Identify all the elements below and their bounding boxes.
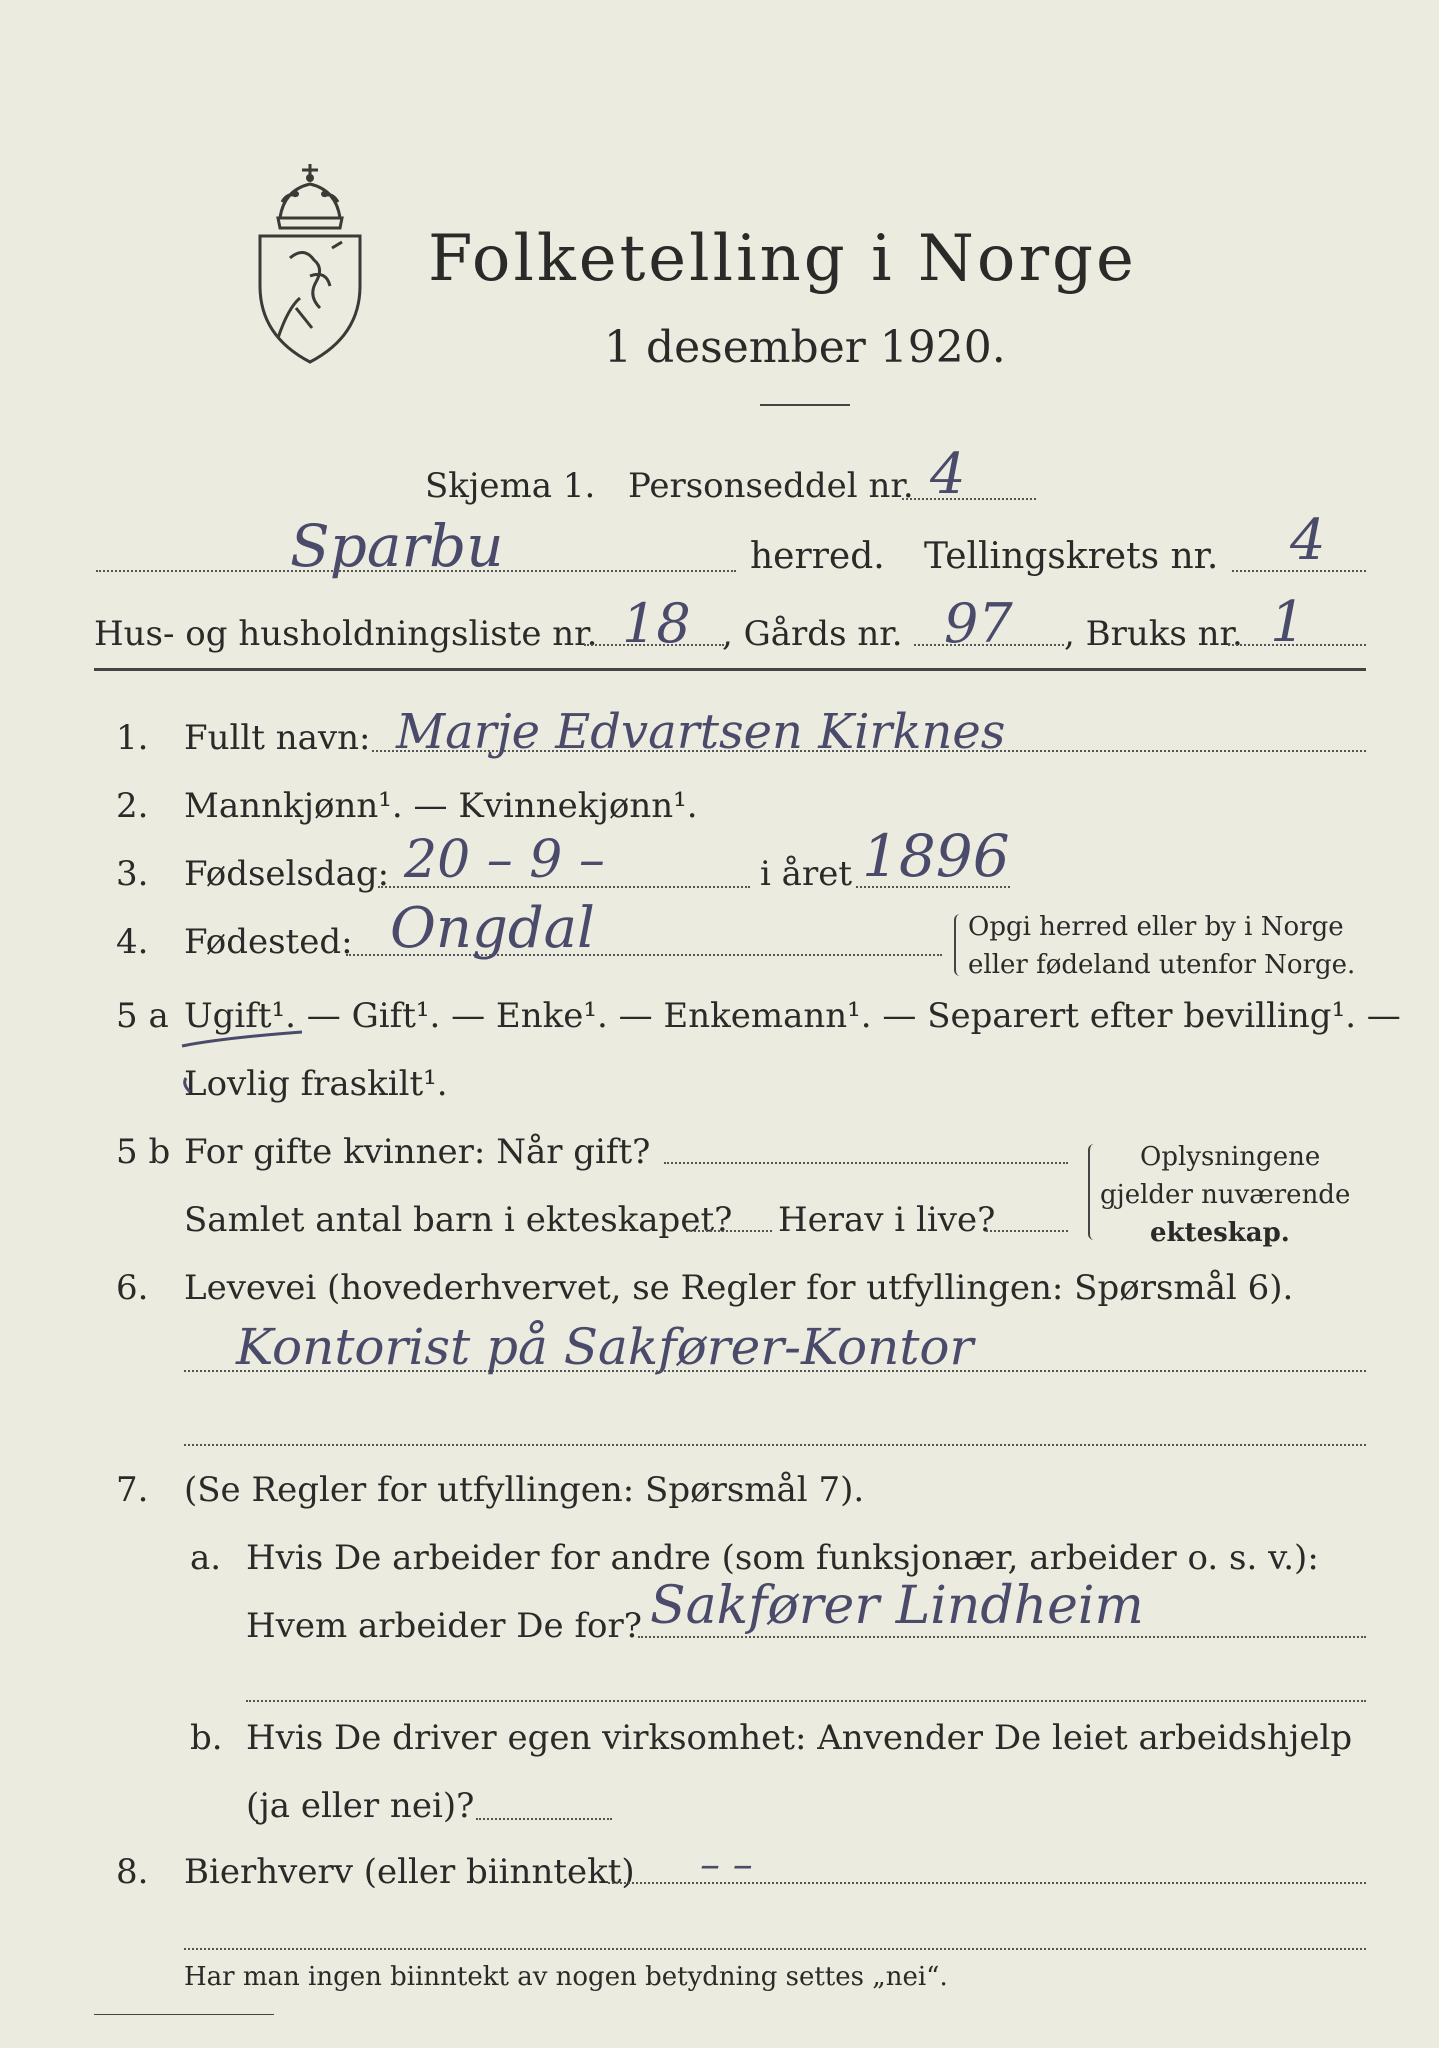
q8-value: – –	[700, 1842, 753, 1888]
q5b-live-line	[986, 1230, 1068, 1232]
q7a-line-extra	[246, 1700, 1366, 1702]
q8-line2	[184, 1948, 1366, 1950]
gards-label: , Gårds nr.	[722, 614, 903, 654]
bruks-value: 1	[1270, 590, 1306, 655]
footer-rule	[94, 2014, 274, 2015]
herred-label: herred.	[750, 536, 885, 577]
q7a-line	[638, 1636, 1366, 1638]
form-title: Folketelling i Norge	[428, 222, 1137, 296]
header-rule	[94, 668, 1366, 671]
q5b-barn-line	[686, 1230, 772, 1232]
q5a-underline-mark-icon	[176, 1028, 336, 1098]
q5b-line2b: Herav i live?	[778, 1200, 996, 1240]
q3-year-label: i året	[760, 854, 852, 894]
q5b-line1: For gifte kvinner: Når gift?	[184, 1132, 651, 1172]
title-divider	[760, 404, 850, 406]
q5b-note-line1: Oplysningene	[1140, 1142, 1321, 1172]
q3-year-value: 1896	[862, 822, 1010, 890]
q4-note-line1: Opgi herred eller by i Norge	[968, 912, 1344, 942]
q5a-line2: Lovlig fraskilt¹.	[184, 1064, 448, 1104]
q5a-number: 5 a	[116, 996, 169, 1036]
q6-value: Kontorist på Sakfører-Kontor	[236, 1318, 974, 1376]
q5a-line1: Ugift¹. — Gift¹. — Enke¹. — Enkemann¹. — Separert efter bevilling¹. —	[184, 996, 1401, 1036]
q4-brace	[954, 914, 966, 976]
q7a-letter: a.	[190, 1538, 222, 1578]
q3-number: 3.	[116, 854, 149, 894]
personseddel-line	[902, 498, 1036, 500]
q7a-line2: Hvem arbeider De for?	[246, 1606, 642, 1646]
herred-value: Sparbu	[290, 512, 504, 580]
q1-number: 1.	[116, 718, 149, 758]
q4-note-line2: eller fødeland utenfor Norge.	[968, 950, 1356, 980]
tellingskrets-value: 4	[1290, 508, 1326, 573]
q2-label: Mannkjønn¹. — Kvinnekjønn¹.	[184, 786, 698, 826]
q4-number: 4.	[116, 922, 149, 962]
q5b-number: 5 b	[116, 1132, 171, 1172]
q7a-line1: Hvis De arbeider for andre (som funksjonær, arbeider o. s. v.):	[246, 1538, 1319, 1578]
q7b-line1: Hvis De driver egen virksomhet: Anvender De leiet arbeidshjelp	[246, 1718, 1353, 1758]
q7-label: (Se Regler for utfyllingen: Spørsmål 7).	[184, 1470, 865, 1510]
hus-label: Hus- og husholdningsliste nr.	[94, 614, 598, 654]
hus-value: 18	[622, 592, 691, 655]
form-date: 1 desember 1920.	[604, 322, 1006, 373]
q4-label: Fødested:	[184, 922, 353, 962]
q8-number: 8.	[116, 1852, 149, 1892]
tellingskrets-label: Tellingskrets nr.	[924, 536, 1219, 577]
q7b-letter: b.	[190, 1718, 223, 1758]
q5b-brace	[1088, 1144, 1100, 1240]
q1-value: Marje Edvartsen Kirknes	[396, 704, 1006, 760]
q6-number: 6.	[116, 1268, 149, 1308]
q6-label: Levevei (hovederhvervet, se Regler for utfyllingen: Spørsmål 6).	[184, 1268, 1294, 1308]
q7b-line	[476, 1818, 612, 1820]
bruks-label: , Bruks nr.	[1064, 614, 1243, 654]
q3-label: Fødselsdag:	[184, 854, 390, 894]
q5b-note-line3: ekteskap.	[1150, 1218, 1290, 1248]
norwegian-coat-of-arms-icon	[250, 158, 370, 368]
q5b-line2a: Samlet antal barn i ekteskapet?	[184, 1200, 733, 1240]
personseddel-value: 4	[930, 442, 966, 507]
q2-number: 2.	[116, 786, 149, 826]
q1-label: Fullt navn:	[184, 718, 371, 758]
gards-value: 97	[944, 592, 1013, 655]
q5b-note-line2: gjelder nuværende	[1100, 1180, 1351, 1210]
q3-value: 20 – 9 –	[404, 830, 605, 890]
q7a-value: Sakfører Lindheim	[650, 1576, 1144, 1636]
q4-value: Ongdal	[390, 896, 595, 961]
footer-note: Har man ingen biinntekt av nogen betydning settes „nei“.	[184, 1962, 948, 1992]
q6-line2	[184, 1444, 1366, 1446]
q7b-line2: (ja eller nei)?	[246, 1786, 475, 1826]
q7-number: 7.	[116, 1470, 149, 1510]
q8-label: Bierhverv (eller biinntekt)	[184, 1852, 635, 1892]
skjema-label: Skjema 1.	[425, 466, 596, 506]
q5b-gift-line	[664, 1162, 1068, 1164]
personseddel-label: Personseddel nr.	[628, 466, 914, 506]
